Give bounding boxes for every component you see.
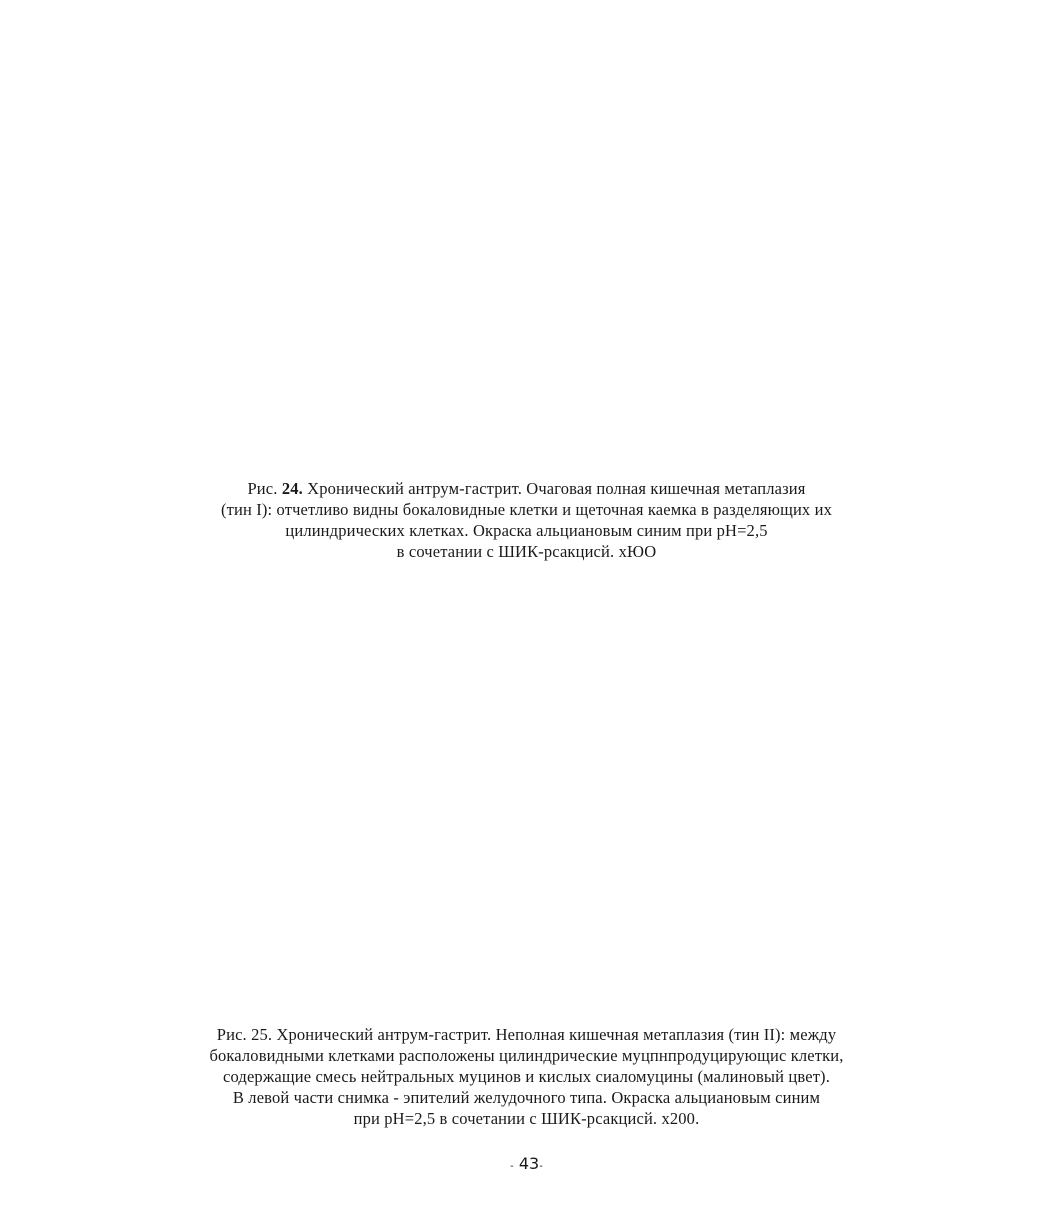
caption-25-line-1: Рис. 25. Хронический антрум-гастрит. Неполная кишечная метаплазия (тин II): между bbox=[216, 1025, 837, 1044]
caption-25-line-4: В левой части снимка - эпителий желудочного типа. Окраска альциановым синим bbox=[232, 1088, 821, 1107]
figure-25-image-area bbox=[0, 580, 1053, 1020]
caption-25-line-5: при pH=2,5 в сочетании с ШИК-рсакцисй. х200. bbox=[353, 1109, 700, 1128]
page-number-value: 43 bbox=[518, 1154, 540, 1173]
figure-label: Рис. bbox=[247, 479, 282, 498]
caption-25-line-3: содержащие смесь нейтральных муцинов и кислых сиаломуцины (малиновый цвет). bbox=[223, 1067, 830, 1086]
page-number-trail-mark: - bbox=[539, 1161, 543, 1172]
page-number bbox=[0, 1153, 1053, 1178]
caption-text: Хронический антрум-гастрит. Очаговая полная кишечная метаплазия bbox=[302, 479, 806, 498]
figure-24-caption bbox=[0, 478, 1053, 562]
figure-24-image-area bbox=[0, 0, 1053, 470]
caption-24-line-3: цилиндрических клетках. Окраска альциановым синим при pH=2,5 bbox=[285, 521, 768, 540]
caption-24-line-4: в сочетании с ШИК-рсакцисй. хЮО bbox=[396, 542, 657, 561]
page-number-lead-mark: - bbox=[510, 1161, 514, 1172]
caption-24-line-1 bbox=[0, 478, 1053, 499]
caption-25-line-2: бокаловидными клетками расположены цилиндрические муцпнпродуцирующис клетки, bbox=[209, 1046, 844, 1065]
caption-24-line-2: (тин I): отчетливо видны бокаловидные клетки и щеточная каемка в разделяющих их bbox=[221, 500, 832, 519]
figure-number: 24. bbox=[281, 479, 303, 498]
figure-25-caption bbox=[0, 1024, 1053, 1129]
